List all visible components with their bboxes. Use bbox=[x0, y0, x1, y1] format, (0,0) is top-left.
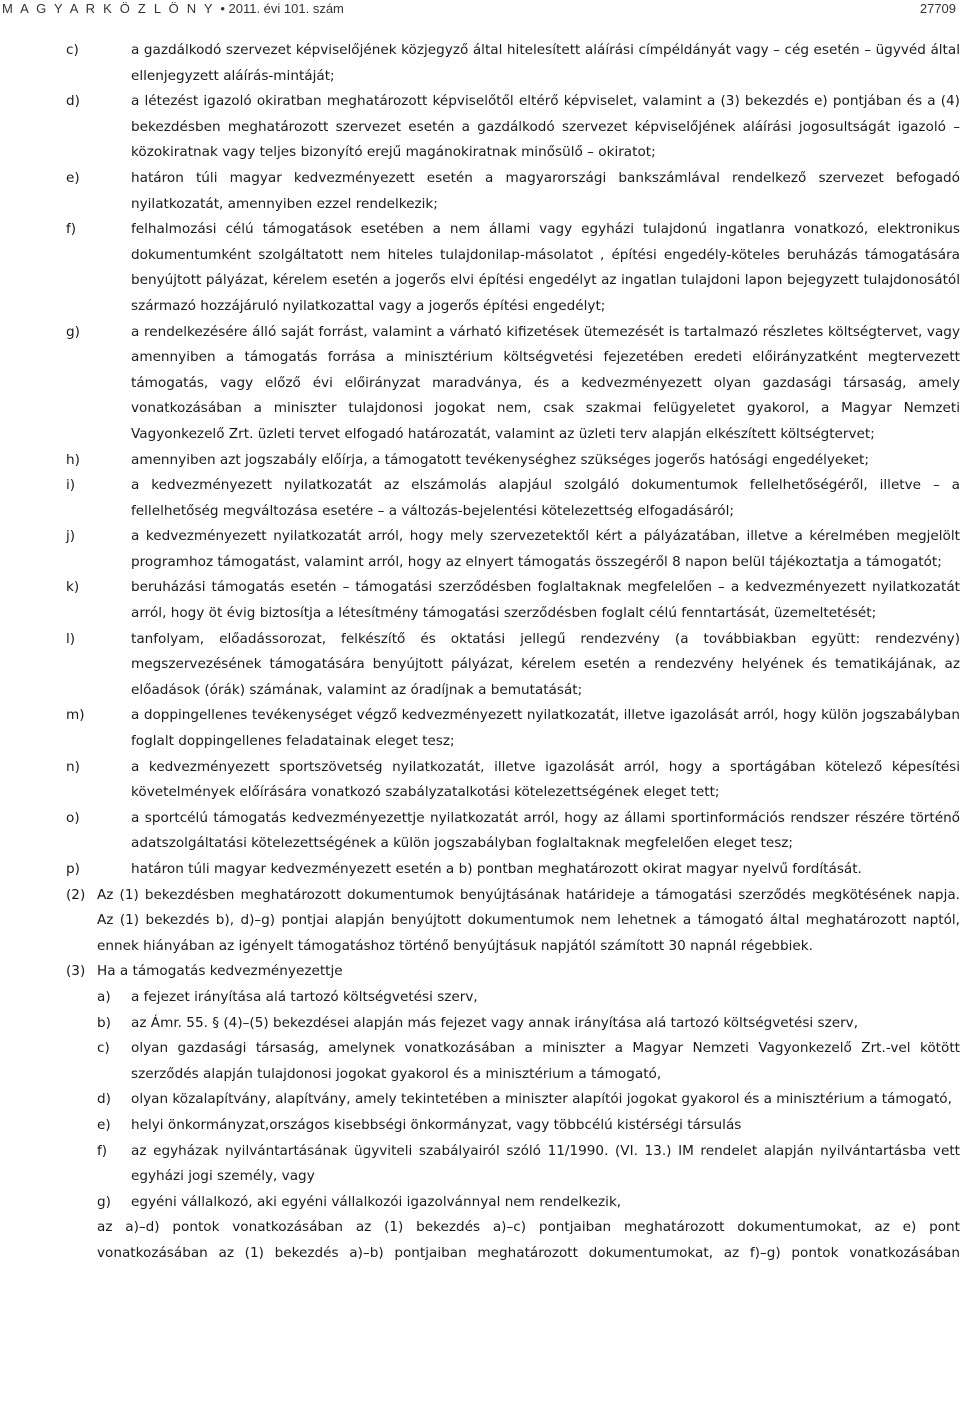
item-label: j) bbox=[66, 528, 76, 545]
item-label: i) bbox=[66, 477, 76, 494]
list-item bbox=[0, 320, 960, 448]
item-text: a kedvezményezett nyilatkozatát arról, hogy mely szervezetektől kért a pályázatában, illetve a kérelmében megjelölt programhoz támogatást, valamint arról, hogy az elnyert támogatás összegéről 8 napon belül tájékoztatja a támogatót; bbox=[131, 528, 960, 570]
list-item bbox=[0, 38, 960, 89]
item-text: beruházási támogatás esetén – támogatási szerződésben foglaltaknak megfelelően – a kedvezményezett nyilatkozatát arról, hogy öt évig biztosítja a létesítmény támogatási szerződésben foglalt célú fenntartását, üzemeltetését; bbox=[131, 579, 960, 622]
list-item bbox=[0, 524, 960, 575]
closing-text: az a)–d) pontok vonatkozásában az (1) bekezdés a)–c) pontjaiban meghatározott dokumentumokat, az e) pont vonatkozásában az (1) bekezdés a)–b) pontjaiban meghatározott dokumentumokat, az f)–g) pontok vonatkozásában bbox=[97, 1219, 960, 1261]
closing-paragraph bbox=[0, 1215, 960, 1266]
item-text: határon túli magyar kedvezményezett esetén a magyarországi bankszámlával rendelkező szervezet befogadó nyilatkozatát, amennyiben ezzel rendelkezik; bbox=[131, 169, 960, 212]
item-text: a sportcélú támogatás kedvezményezettje nyilatkozatát arról, hogy az állami sportinformációs rendszer részére történő adatszolgáltatási kötelezettségének a külön jogszabályban foglaltaknak megfelelően eleget tesz; bbox=[131, 809, 960, 852]
item-text: az egyházak nyilvántartásának ügyviteli szabályairól szóló 11/1990. (VI. 13.) IM rendelet alapján nyilvántartásba vett egyházi jogi személy, vagy bbox=[131, 1142, 960, 1185]
item-label: h) bbox=[66, 451, 80, 468]
item-label: f) bbox=[66, 221, 77, 238]
list-item bbox=[0, 857, 960, 883]
list-item bbox=[0, 166, 960, 217]
item-label: p) bbox=[66, 861, 80, 877]
paragraph-label: (2) bbox=[66, 886, 86, 903]
item-text: felhalmozási célú támogatások esetében a nem állami vagy egyházi tulajdonú ingatlanra vonatkozó, elektronikus dokumentumként szolgáltatott nem hiteles tulajdonilap-másolatot , építési engedély-köteles beruházás támogatására benyújtott pályázat, kérelem esetén a jogerős elvi építési engedélyt az ingatlan tulajdoni lapon bejegyzett tulajdonosától származó hozzájáruló nyilatkozattal vagy a jogerős építési engedélyt; bbox=[131, 221, 960, 314]
list-item bbox=[0, 473, 960, 524]
list-item bbox=[0, 1087, 960, 1113]
item-text: olyan gazdasági társaság, amelynek vonatkozásában a miniszter a Magyar Nemzeti Vagyonkezelő Zrt.-vel kötött szerződés alapján tulajdonosi jogokat gyakorol és a minisztérium a támogató, bbox=[131, 1040, 960, 1082]
journal-title: M A G Y A R K Ö Z L Ö N Y bbox=[2, 1, 215, 16]
item-label: m) bbox=[66, 707, 85, 724]
paragraph-3 bbox=[0, 959, 960, 985]
item-text: a létezést igazoló okiratban meghatározott képviselőtől eltérő képviselet, valamint a (3) bekezdés e) pontjában és a (4) bekezdésben meghatározott szervezet esetén a gazdálkodó szervezet képviselőjének aláírási jogosultságát igazoló – közokiratnak vagy teljes bizonyító erejű magánokiratnak minősülő – okiratot; bbox=[131, 93, 960, 161]
item-text: a kedvezményezett sportszövetség nyilatkozatát, illetve igazolását arról, hogy a sportágában kötelező képesítési követelmények előírására vonatkozó szabályzatalkotási kötelezettségének eleget tett; bbox=[131, 758, 960, 801]
item-label: g) bbox=[97, 1193, 111, 1210]
item-label: g) bbox=[66, 323, 80, 340]
list-item bbox=[0, 703, 960, 754]
item-text: helyi önkormányzat,országos kisebbségi önkormányzat, vagy többcélú kistérségi társulás bbox=[131, 1116, 742, 1133]
item-label: a) bbox=[97, 988, 111, 1005]
document-body bbox=[0, 38, 960, 1267]
paragraph-text: Ha a támogatás kedvezményezettje bbox=[97, 963, 343, 980]
item-label: o) bbox=[66, 809, 80, 826]
running-head bbox=[2, 1, 344, 16]
item-text: a kedvezményezett nyilatkozatát az elszámolás alapjául szolgáló dokumentumok fellelhetőségéről, illetve – a fellelhetőség megváltozása esetére – a változás-bejelentési kötelezettség elfogadásáról; bbox=[131, 477, 960, 519]
item-text: olyan közalapítvány, alapítvány, amely tekintetében a miniszter alapítói jogokat gyakorol és a minisztérium a támogató, bbox=[131, 1091, 952, 1108]
item-label: b) bbox=[97, 1014, 111, 1031]
list-item bbox=[0, 575, 960, 626]
paragraph-text: Az (1) bekezdésben meghatározott dokumentumok benyújtásának határideje a támogatási szerződés megkötésének napja. Az (1) bekezdés b), d)–g) pontjai alapján benyújtott dokumentumok nem lehetnek a támogató által meghatározott naptól, ennek hiányában az igényelt támogatáshoz történő benyújtásuk napjától számított 30 napnál régebbiek. bbox=[97, 886, 960, 954]
item-label: c) bbox=[66, 42, 79, 58]
page-header bbox=[0, 0, 960, 20]
item-label: l) bbox=[66, 630, 76, 647]
list-item bbox=[0, 755, 960, 806]
list-item bbox=[0, 1190, 960, 1216]
list-item bbox=[0, 217, 960, 319]
item-text: egyéni vállalkozó, aki egyéni vállalkozói igazolvánnyal nem rendelkezik, bbox=[131, 1193, 622, 1210]
item-label: e) bbox=[66, 169, 80, 186]
item-label: k) bbox=[66, 579, 80, 596]
paragraph-label: (3) bbox=[66, 963, 86, 980]
item-text: a gazdálkodó szervezet képviselőjének közjegyző által hitelesített aláírási címpéldányát vagy – cég esetén – ügyvéd által ellenjegyzett aláírás-mintáját; bbox=[131, 42, 960, 84]
page-number: 27709 bbox=[919, 1, 956, 16]
list-item bbox=[0, 806, 960, 857]
item-label: c) bbox=[97, 1040, 110, 1057]
item-text: határon túli magyar kedvezményezett esetén a b) pontban meghatározott okirat magyar nyelvű fordítását. bbox=[131, 861, 862, 877]
list-item bbox=[0, 89, 960, 166]
list-item bbox=[0, 1113, 960, 1139]
item-text: a doppingellenes tevékenységet végző kedvezményezett nyilatkozatát, illetve igazolását arról, hogy külön jogszabályban foglalt doppingellenes feladatainak eleget tesz; bbox=[131, 707, 960, 750]
item-label: e) bbox=[97, 1116, 111, 1133]
list-item bbox=[0, 1036, 960, 1087]
subsection-1-list bbox=[0, 38, 960, 883]
list-item bbox=[0, 1011, 960, 1037]
issue-info: • 2011. évi 101. szám bbox=[220, 1, 344, 16]
item-text: tanfolyam, előadássorozat, felkészítő és oktatási jellegű rendezvény (a továbbiakban együtt: rendezvény) megszervezésének támogatására benyújtott pályázat, kérelem esetén a rendezvény helyének és tematikájának, az előadások (órák) számának, valamint az óradíjnak a bemutatását; bbox=[131, 630, 960, 698]
paragraph-2 bbox=[0, 883, 960, 960]
item-label: d) bbox=[97, 1091, 111, 1108]
list-item bbox=[0, 627, 960, 704]
item-text: amennyiben azt jogszabály előírja, a támogatott tevékenységhez szükséges jogerős hatósági engedélyeket; bbox=[131, 451, 869, 468]
item-text: a rendelkezésére álló saját forrást, valamint a várható kifizetések ütemezését is tartalmazó részletes költségtervet, vagy amennyiben a támogatás forrása a minisztérium költségvetési fejezetében eredeti előirányzatként megtervezett támogatás, vagy előző évi előirányzat maradványa, és a kedvezményezett olyan gazdasági társaság, amely vonatkozásában a miniszter tulajdonosi jogokat nem, csak szakmai felügyeletet gyakorol, a Magyar Nemzeti Vagyonkezelő Zrt. üzleti tervet elfogadó határozatát, valamint az üzleti terv alapján elkészített költségtervet; bbox=[131, 323, 960, 442]
list-item bbox=[0, 985, 960, 1011]
item-label: d) bbox=[66, 93, 80, 110]
item-text: az Ámr. 55. § (4)–(5) bekezdései alapján más fejezet vagy annak irányítása alá tartozó költségvetési szerv, bbox=[131, 1014, 859, 1031]
subsection-3-list bbox=[0, 985, 960, 1215]
item-text: a fejezet irányítása alá tartozó költségvetési szerv, bbox=[131, 988, 478, 1005]
list-item bbox=[0, 448, 960, 474]
list-item bbox=[0, 1139, 960, 1190]
item-label: f) bbox=[97, 1142, 108, 1159]
item-label: n) bbox=[66, 758, 80, 775]
